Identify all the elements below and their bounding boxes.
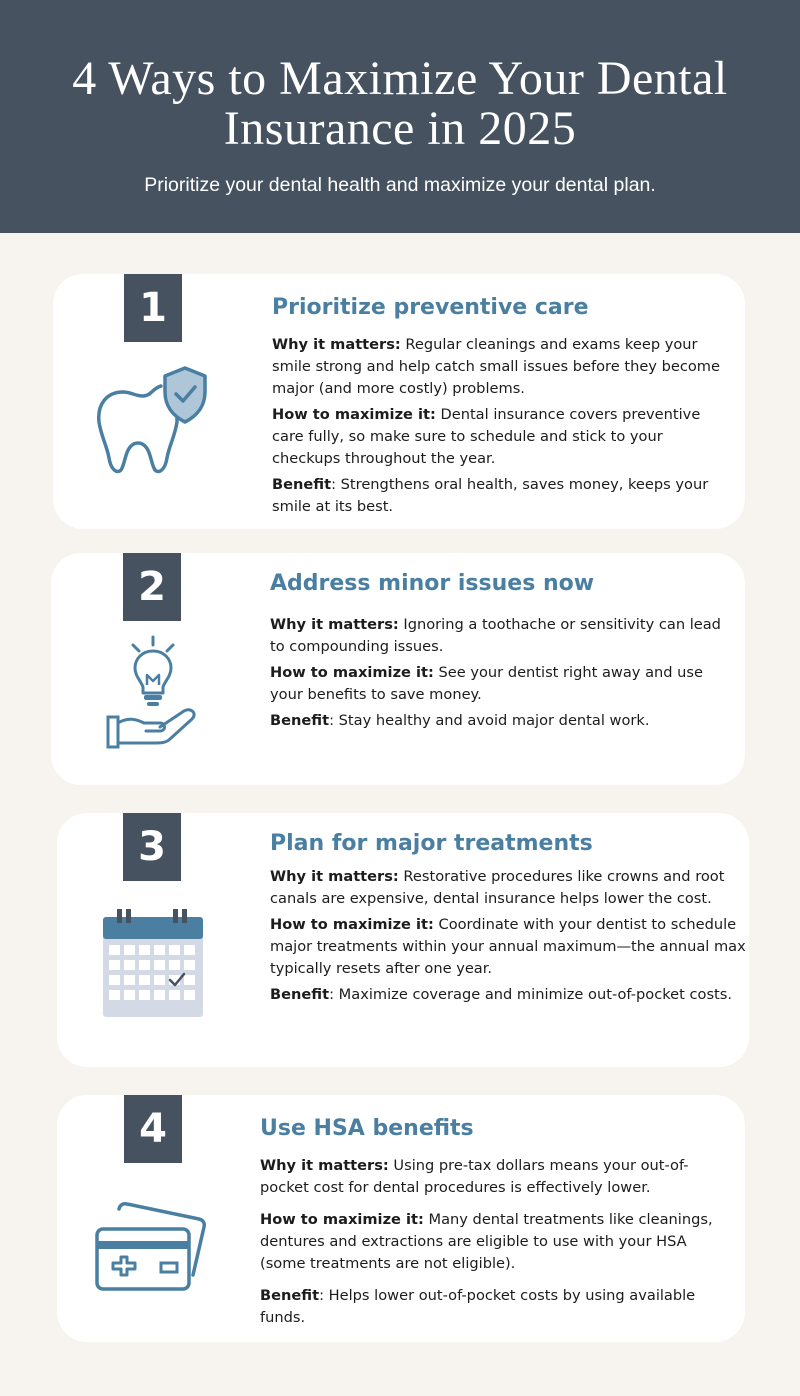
step-text	[272, 294, 732, 522]
calendar-icon	[101, 907, 205, 1019]
step-number: 3	[123, 813, 181, 881]
title-line-2: Insurance in 2025	[223, 102, 577, 155]
how-to-maximize: How to maximize it: Many dental treatments like cleanings, dentures and extractions are eligible to use with your HSA (some treatments are not eligible).	[260, 1211, 713, 1272]
step-card-4	[57, 1095, 745, 1342]
step-card-2	[51, 553, 745, 785]
how-to-maximize: How to maximize it: See your dentist right away and use your benefits to save money.	[270, 664, 703, 703]
why-it-matters: Why it matters: Regular cleanings and exams keep your smile strong and help catch small issues before they become major (and more costly) problems.	[272, 336, 720, 397]
step-card-1	[53, 274, 745, 529]
step-heading: Address minor issues now	[270, 571, 595, 596]
how-to-maximize: How to maximize it: Dental insurance covers preventive care fully, so make sure to schedule and stick to your checkups throughout the year.	[272, 406, 701, 467]
lightbulb-hand-icon	[106, 635, 206, 755]
benefit: Benefit: Stay healthy and avoid major dental work.	[270, 712, 650, 729]
title-line-1: 4 Ways to Maximize Your Dental	[72, 52, 728, 105]
tooth-shield-icon	[93, 366, 213, 476]
step-heading: Plan for major treatments	[270, 831, 593, 856]
step-number: 2	[123, 553, 181, 621]
benefit: Benefit: Maximize coverage and minimize out-of-pocket costs.	[270, 986, 733, 1003]
benefit: Benefit: Helps lower out-of-pocket costs by using available funds.	[260, 1287, 696, 1326]
how-to-maximize: How to maximize it: Coordinate with your dentist to schedule major treatments within your annual maximum—the annual max typically resets after one year.	[270, 916, 746, 977]
step-text	[260, 1115, 730, 1333]
page-title	[20, 54, 780, 154]
why-it-matters: Why it matters: Ignoring a toothache or sensitivity can lead to compounding issues.	[270, 616, 721, 655]
why-it-matters: Why it matters: Restorative procedures like crowns and root canals are expensive, dental insurance helps lower the cost.	[270, 868, 725, 907]
header-banner	[0, 0, 800, 233]
health-cards-icon	[93, 1199, 211, 1295]
page-subtitle: Prioritize your dental health and maximize your dental plan.	[144, 174, 656, 196]
step-text	[270, 830, 748, 1010]
step-number: 4	[124, 1095, 182, 1163]
why-it-matters: Why it matters: Using pre-tax dollars means your out-of-pocket cost for dental procedures is effectively lower.	[260, 1157, 689, 1196]
benefit: Benefit: Strengthens oral health, saves money, keeps your smile at its best.	[272, 476, 709, 515]
step-text	[270, 570, 730, 736]
step-heading: Use HSA benefits	[260, 1116, 474, 1141]
step-heading: Prioritize preventive care	[272, 295, 589, 320]
step-number: 1	[124, 274, 182, 342]
step-card-3	[57, 813, 749, 1067]
